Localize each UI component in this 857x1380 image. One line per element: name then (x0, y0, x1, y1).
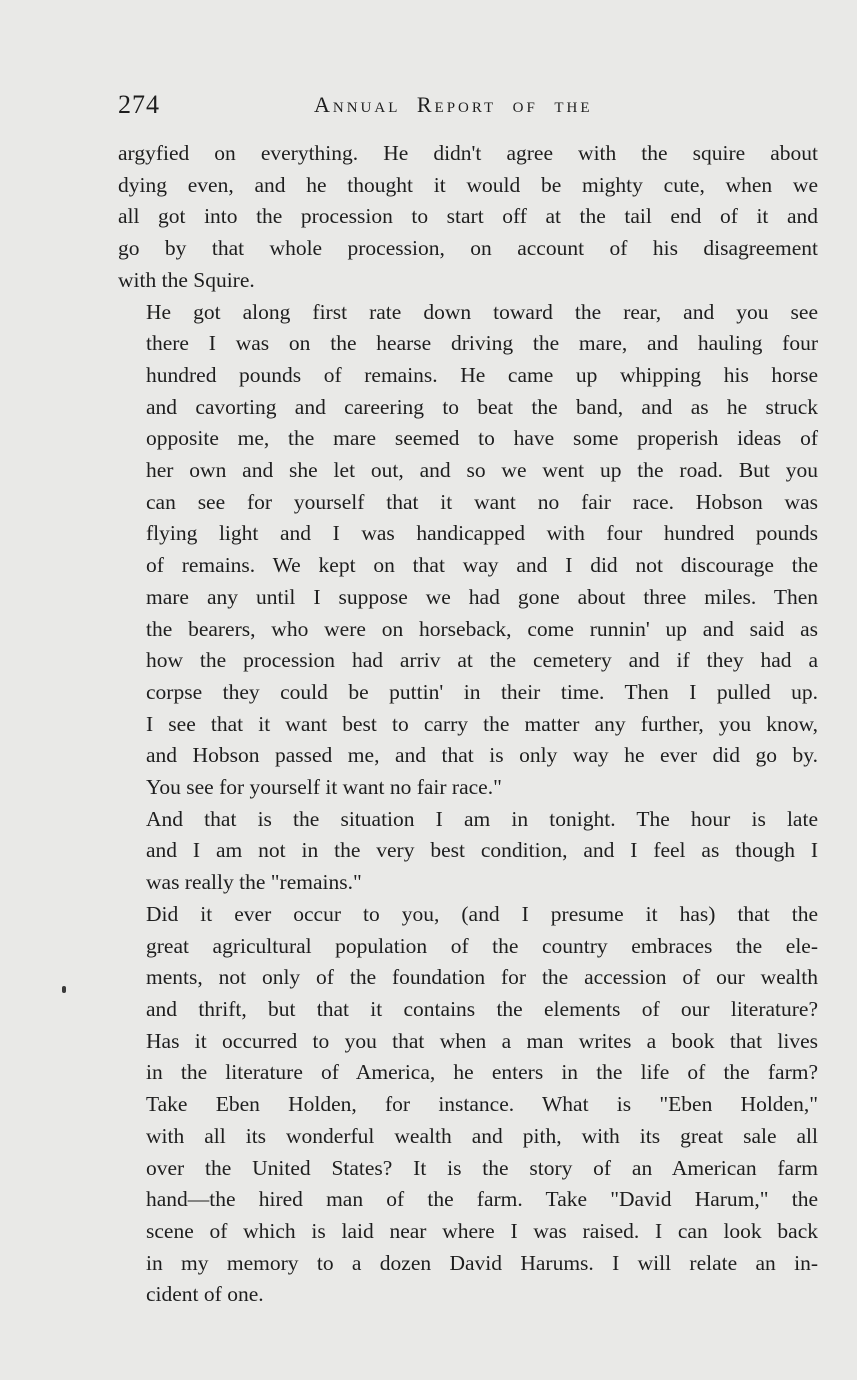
body-text (118, 138, 818, 1311)
text-line: in my memory to a dozen David Harums. I will relate an in- (146, 1250, 818, 1275)
text-line: can see for yourself that it want no fair race. Hobson was (146, 489, 818, 514)
text-line: dying even, and he thought it would be mighty cute, when we (118, 172, 818, 197)
text-line: hundred pounds of remains. He came up whipping his horse (146, 362, 818, 387)
text-line: And that is the situation I am in tonight. The hour is late (146, 806, 818, 831)
text-line: flying light and I was handicapped with four hundred pounds (146, 521, 818, 546)
text-line: Has it occurred to you that when a man writes a book that lives (146, 1028, 818, 1053)
text-line: over the United States? It is the story of an American farm (146, 1155, 818, 1180)
text-line: all got into the procession to start off at the tail end of it and (118, 204, 818, 229)
text-line: cident of one. (146, 1282, 264, 1307)
text-line: great agricultural population of the country embraces the ele- (146, 933, 818, 958)
text-line: I see that it want best to carry the matter any further, you know, (146, 711, 818, 736)
paragraph-1 (118, 138, 818, 297)
paragraph-4 (118, 899, 818, 1311)
text-line: with the Squire. (118, 267, 255, 292)
text-line: of remains. We kept on that way and I did not discourage the (146, 553, 818, 578)
text-line: corpse they could be puttin' in their time. Then I pulled up. (146, 679, 818, 704)
text-line: mare any until I suppose we had gone about three miles. Then (146, 584, 818, 609)
text-line: the bearers, who were on horseback, come runnin' up and said as (146, 616, 818, 641)
text-line: hand—the hired man of the farm. Take "David Harum," the (146, 1187, 818, 1212)
text-line: there I was on the hearse driving the mare, and hauling four (146, 331, 818, 356)
text-line: in the literature of America, he enters in the life of the farm? (146, 1060, 818, 1085)
page-number: 274 (118, 90, 160, 119)
paragraph-2 (118, 297, 818, 804)
text-line: and thrift, but that it contains the elements of our literature? (146, 996, 818, 1021)
text-line: and cavorting and careering to beat the band, and as he struck (146, 394, 818, 419)
running-head: Annual Report of the (314, 92, 593, 117)
text-line: her own and she let out, and so we went up the road. But you (146, 458, 818, 483)
text-line: and I am not in the very best condition, and I feel as though I (146, 838, 818, 863)
text-line: scene of which is laid near where I was raised. I can look back (146, 1218, 818, 1243)
text-line: Take Eben Holden, for instance. What is "Eben Holden," (146, 1092, 818, 1117)
text-line: how the procession had arriv at the cemetery and if they had a (146, 648, 818, 673)
text-line: You see for yourself it want no fair race." (146, 775, 502, 800)
text-line: opposite me, the mare seemed to have some properish ideas of (146, 426, 818, 451)
text-line: Did it ever occur to you, (and I presume it has) that the (146, 901, 818, 926)
text-line: He got along first rate down toward the rear, and you see (146, 299, 818, 324)
text-line: ments, not only of the foundation for the accession of our wealth (146, 965, 818, 990)
text-line: go by that whole procession, on account of his disagreement (118, 236, 818, 261)
text-line: was really the "remains." (146, 870, 362, 895)
ink-speck (62, 986, 66, 993)
paragraph-3 (118, 804, 818, 899)
text-line: and Hobson passed me, and that is only way he ever did go by. (146, 743, 818, 768)
text-line: with all its wonderful wealth and pith, with its great sale all (146, 1123, 818, 1148)
page-header (118, 90, 818, 124)
text-line: argyfied on everything. He didn't agree with the squire about (118, 141, 818, 165)
